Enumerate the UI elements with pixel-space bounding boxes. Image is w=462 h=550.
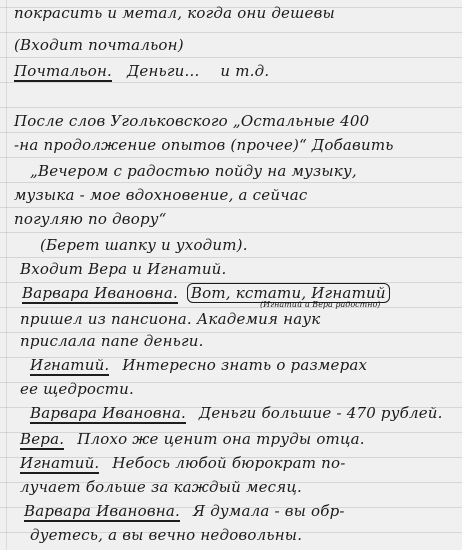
manuscript-line-5: -на продолжение опытов (прочее)“ Добавить: [14, 136, 394, 154]
manuscript-line-1: покрасить и метал, когда они дешевы: [14, 4, 335, 22]
speaker-varvara-ivanovna: Варвара Ивановна.: [24, 502, 180, 520]
manuscript-line-6: „Вечером с радостью пойду на музыку,: [30, 162, 357, 180]
speaker-ignatiy: Игнатий.: [20, 454, 100, 472]
speaker-varvara-ivanovna: Варвара Ивановна.: [22, 284, 178, 302]
manuscript-line-19: лучает больше за каждый месяц.: [20, 478, 303, 496]
page-margin-line: [6, 0, 7, 550]
manuscript-line-15: ее щедрости.: [20, 380, 135, 398]
manuscript-line-21: дуетесь, а вы вечно недовольны.: [30, 526, 303, 544]
interlinear-note: (Игнатий и Вера радостно): [260, 300, 381, 309]
manuscript-line-8: погуляю по двору“: [14, 210, 167, 228]
manuscript-line-3: [14, 62, 269, 80]
manuscript-line-9: (Берет шапку и уходит).: [40, 236, 248, 254]
manuscript-line-7: музыка - мое вдохновение, а сейчас: [14, 186, 308, 204]
manuscript-line-12: пришел из пансиона. Академия наук: [20, 310, 321, 328]
speaker-varvara-ivanovna: Варвара Ивановна.: [30, 404, 186, 422]
speaker-vera: Вера.: [20, 430, 65, 448]
ignatiy-line-1: Интересно знать о размерах: [122, 356, 368, 374]
manuscript-line-20: [24, 502, 345, 520]
manuscript-line-18: [20, 454, 345, 472]
manuscript-line-16: [30, 404, 443, 422]
postman-money-text: Деньги...: [126, 62, 200, 80]
manuscript-line-4: После слов Угольковского „Остальные 400: [14, 112, 370, 130]
manuscript-line-17: [20, 430, 365, 448]
manuscript-line-13: прислала папе деньги.: [20, 332, 204, 350]
varvara-line-thought: Я думала - вы обр-: [192, 502, 345, 520]
vera-line: Плохо же ценит она труды отца.: [77, 430, 365, 448]
speaker-ignatiy: Игнатий.: [30, 356, 110, 374]
manuscript-line-2: (Входит почтальон): [14, 36, 184, 54]
manuscript-line-14: [30, 356, 367, 374]
boxed-insert: Вот, кстати, Игнатий: [187, 283, 390, 303]
ignatiy-line-2: Небось любой бюрократ по-: [112, 454, 346, 472]
varvara-line-money: Деньги большие - 470 рублей.: [198, 404, 443, 422]
manuscript-line-10: Входит Вера и Игнатий.: [20, 260, 227, 278]
etc-text: и т.д.: [220, 62, 270, 80]
speaker-postman: Почтальон.: [14, 62, 113, 80]
